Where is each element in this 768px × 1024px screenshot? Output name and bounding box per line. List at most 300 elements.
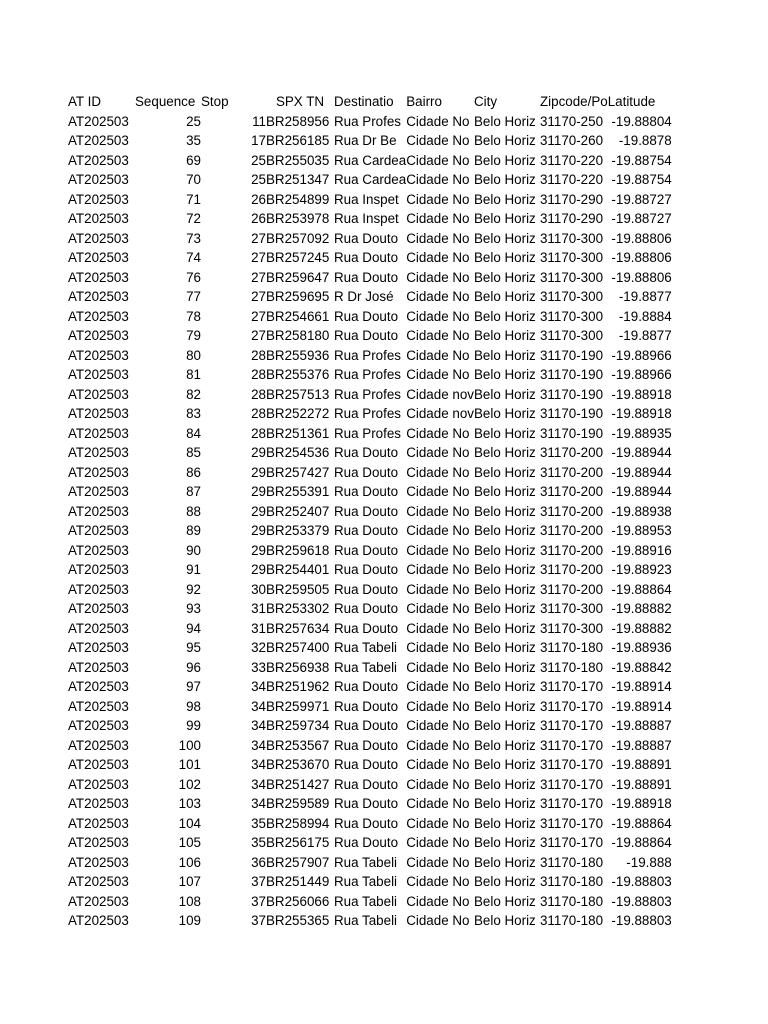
cell-latitude[interactable]: -19.8877 — [618, 328, 672, 343]
cell-zipcode[interactable]: 31170-200 — [539, 445, 604, 460]
cell-city[interactable]: Belo Horiz — [473, 347, 536, 363]
cell-at-id[interactable]: AT202503 — [68, 854, 129, 870]
cell-stop[interactable]: 27 — [251, 230, 266, 246]
cell-city[interactable]: Belo Horiz — [473, 776, 536, 792]
cell-at-id[interactable]: AT202503 — [68, 620, 129, 636]
cell-stop[interactable]: 28 — [251, 347, 266, 363]
cell-destination[interactable]: Rua Douto — [334, 835, 399, 850]
cell-sequence[interactable]: 77 — [186, 289, 201, 304]
cell-stop[interactable]: 26 — [251, 211, 266, 226]
cell-latitude[interactable]: -19.88754 — [611, 152, 672, 168]
header-spx-tn[interactable]: SPX TN — [275, 94, 325, 109]
cell-bairro[interactable]: Cidade No — [406, 835, 470, 850]
cell-city[interactable]: Belo Horiz — [473, 503, 536, 519]
cell-latitude[interactable]: -19.88864 — [611, 835, 672, 850]
cell-city[interactable]: Belo Horiz — [473, 445, 536, 460]
cell-spx-tn[interactable]: BR259734 — [266, 718, 330, 733]
cell-destination[interactable]: Rua Douto — [334, 815, 399, 831]
cell-zipcode[interactable]: 31170-300 — [539, 328, 604, 343]
cell-zipcode[interactable]: 31170-180 — [539, 640, 604, 655]
cell-stop[interactable]: 34 — [251, 757, 266, 772]
cell-sequence[interactable]: 96 — [186, 659, 201, 675]
header-sequence[interactable]: Sequence — [135, 94, 196, 109]
cell-destination[interactable]: Rua Inspet — [334, 211, 399, 226]
cell-stop[interactable]: 35 — [251, 835, 266, 850]
cell-at-id[interactable]: AT202503 — [68, 796, 129, 811]
cell-at-id[interactable]: AT202503 — [68, 289, 129, 304]
cell-zipcode[interactable]: 31170-200 — [539, 562, 604, 577]
cell-at-id[interactable]: AT202503 — [68, 503, 129, 519]
cell-spx-tn[interactable]: BR251361 — [266, 425, 330, 441]
cell-latitude[interactable]: -19.88887 — [611, 718, 672, 733]
cell-bairro[interactable]: Cidade No — [406, 523, 470, 538]
cell-bairro[interactable]: Cidade No — [406, 581, 470, 597]
cell-stop[interactable]: 11 — [252, 113, 266, 129]
header-at-id[interactable]: AT ID — [68, 94, 101, 109]
cell-sequence[interactable]: 93 — [186, 601, 201, 616]
cell-stop[interactable]: 27 — [251, 289, 266, 304]
cell-spx-tn[interactable]: BR251962 — [266, 679, 330, 694]
cell-sequence[interactable]: 86 — [186, 464, 201, 480]
cell-at-id[interactable]: AT202503 — [68, 113, 129, 129]
cell-latitude[interactable]: -19.88918 — [611, 406, 672, 421]
cell-latitude[interactable]: -19.88923 — [611, 562, 672, 577]
cell-latitude[interactable]: -19.88914 — [611, 698, 672, 714]
cell-zipcode[interactable]: 31170-180 — [539, 874, 604, 889]
cell-spx-tn[interactable]: BR253567 — [266, 737, 330, 753]
cell-spx-tn[interactable]: BR257245 — [266, 250, 330, 265]
cell-bairro[interactable]: Cidade No — [406, 815, 470, 831]
cell-latitude[interactable]: -19.888 — [626, 854, 672, 870]
cell-at-id[interactable]: AT202503 — [68, 308, 129, 324]
cell-latitude[interactable]: -19.88882 — [611, 601, 672, 616]
cell-zipcode[interactable]: 31170-170 — [539, 776, 604, 792]
cell-city[interactable]: Belo Horiz — [473, 152, 536, 168]
cell-stop[interactable]: 27 — [251, 250, 266, 265]
cell-sequence[interactable]: 90 — [186, 542, 201, 558]
cell-spx-tn[interactable]: BR256185 — [266, 133, 330, 148]
cell-latitude[interactable]: -19.88918 — [611, 386, 672, 402]
cell-stop[interactable]: 29 — [251, 562, 266, 577]
cell-at-id[interactable]: AT202503 — [68, 581, 129, 597]
cell-city[interactable]: Belo Horiz — [473, 250, 536, 265]
cell-zipcode[interactable]: 31170-190 — [539, 406, 604, 421]
cell-at-id[interactable]: AT202503 — [68, 776, 129, 792]
cell-zipcode[interactable]: 31170-200 — [539, 503, 604, 519]
cell-sequence[interactable]: 102 — [178, 776, 201, 792]
cell-spx-tn[interactable]: BR257907 — [266, 854, 330, 870]
cell-stop[interactable]: 34 — [251, 776, 266, 792]
cell-latitude[interactable]: -19.88944 — [611, 484, 672, 499]
cell-city[interactable]: Belo Horiz — [473, 620, 536, 636]
cell-destination[interactable]: Rua Profes — [334, 425, 401, 441]
cell-sequence[interactable]: 100 — [178, 737, 201, 753]
cell-destination[interactable]: Rua Douto — [334, 698, 399, 714]
cell-city[interactable]: Belo Horiz — [473, 757, 536, 772]
header-destination[interactable]: Destinatio — [334, 94, 394, 109]
cell-destination[interactable]: Rua Cardea — [334, 152, 407, 168]
cell-bairro[interactable]: Cidade No — [406, 659, 470, 675]
cell-destination[interactable]: Rua Douto — [334, 269, 399, 285]
cell-at-id[interactable]: AT202503 — [68, 640, 129, 655]
cell-destination[interactable]: Rua Douto — [334, 776, 399, 792]
cell-destination[interactable]: Rua Tabeli — [334, 640, 398, 655]
cell-destination[interactable]: Rua Douto — [334, 737, 399, 753]
cell-spx-tn[interactable]: BR256938 — [266, 659, 330, 675]
cell-bairro[interactable]: Cidade No — [406, 679, 470, 694]
cell-stop[interactable]: 25 — [251, 152, 266, 168]
cell-zipcode[interactable]: 31170-300 — [539, 269, 604, 285]
cell-stop[interactable]: 35 — [251, 815, 266, 831]
cell-city[interactable]: Belo Horiz — [473, 211, 536, 226]
cell-sequence[interactable]: 79 — [186, 328, 201, 343]
cell-spx-tn[interactable]: BR257092 — [266, 230, 330, 246]
cell-sequence[interactable]: 76 — [186, 269, 201, 285]
cell-bairro[interactable]: Cidade No — [406, 776, 470, 792]
cell-sequence[interactable]: 98 — [186, 698, 201, 714]
cell-bairro[interactable]: Cidade No — [406, 913, 470, 928]
cell-city[interactable]: Belo Horiz — [473, 659, 536, 675]
cell-stop[interactable]: 26 — [251, 191, 266, 207]
header-bairro[interactable]: Bairro — [406, 94, 442, 109]
cell-spx-tn[interactable]: BR259505 — [266, 581, 330, 597]
cell-bairro[interactable]: Cidade No — [406, 445, 470, 460]
cell-bairro[interactable]: Cidade No — [406, 289, 470, 304]
cell-zipcode[interactable]: 31170-200 — [539, 581, 604, 597]
cell-latitude[interactable]: -19.88727 — [611, 191, 672, 207]
cell-sequence[interactable]: 87 — [186, 484, 201, 499]
cell-bairro[interactable]: Cidade No — [406, 230, 470, 246]
cell-destination[interactable]: Rua Dr Be — [334, 133, 397, 148]
cell-at-id[interactable]: AT202503 — [68, 191, 129, 207]
cell-sequence[interactable]: 107 — [178, 874, 201, 889]
cell-destination[interactable]: Rua Douto — [334, 757, 399, 772]
cell-zipcode[interactable]: 31170-300 — [539, 230, 604, 246]
cell-stop[interactable]: 29 — [251, 445, 266, 460]
cell-destination[interactable]: Rua Inspet — [334, 191, 399, 207]
cell-sequence[interactable]: 101 — [178, 757, 201, 772]
cell-spx-tn[interactable]: BR253670 — [266, 757, 330, 772]
cell-spx-tn[interactable]: BR259589 — [266, 796, 330, 811]
header-city[interactable]: City — [473, 94, 498, 109]
cell-zipcode[interactable]: 31170-170 — [539, 679, 604, 694]
cell-spx-tn[interactable]: BR254401 — [266, 562, 330, 577]
cell-city[interactable]: Belo Horiz — [473, 893, 536, 909]
cell-bairro[interactable]: Cidade No — [406, 269, 470, 285]
cell-stop[interactable]: 32 — [251, 640, 266, 655]
cell-zipcode[interactable]: 31170-170 — [539, 815, 604, 831]
cell-sequence[interactable]: 85 — [186, 445, 201, 460]
cell-spx-tn[interactable]: BR257400 — [266, 640, 330, 655]
cell-bairro[interactable]: Cidade No — [406, 601, 470, 616]
cell-city[interactable]: Belo Horiz — [473, 581, 536, 597]
cell-spx-tn[interactable]: BR257634 — [266, 620, 330, 636]
cell-spx-tn[interactable]: BR253302 — [266, 601, 330, 616]
cell-sequence[interactable]: 84 — [186, 425, 201, 441]
cell-destination[interactable]: Rua Douto — [334, 620, 399, 636]
cell-bairro[interactable]: Cidade No — [406, 503, 470, 519]
cell-spx-tn[interactable]: BR259618 — [266, 542, 330, 558]
cell-stop[interactable]: 31 — [251, 620, 266, 636]
cell-zipcode[interactable]: 31170-300 — [539, 308, 604, 324]
cell-spx-tn[interactable]: BR259971 — [266, 698, 330, 714]
cell-stop[interactable]: 28 — [251, 406, 266, 421]
cell-bairro[interactable]: Cidade No — [406, 308, 470, 324]
cell-bairro[interactable]: Cidade No — [406, 250, 470, 265]
cell-spx-tn[interactable]: BR253978 — [266, 211, 330, 226]
cell-latitude[interactable]: -19.88864 — [611, 581, 672, 597]
cell-sequence[interactable]: 25 — [186, 113, 201, 129]
header-stop[interactable]: Stop — [201, 94, 229, 109]
cell-latitude[interactable]: -19.88966 — [611, 347, 672, 363]
cell-destination[interactable]: Rua Douto — [334, 308, 399, 324]
cell-at-id[interactable]: AT202503 — [68, 893, 129, 909]
cell-stop[interactable]: 36 — [251, 854, 266, 870]
cell-city[interactable]: Belo Horiz — [473, 854, 536, 870]
cell-stop[interactable]: 29 — [251, 503, 266, 519]
cell-sequence[interactable]: 35 — [186, 133, 201, 148]
cell-destination[interactable]: Rua Tabeli — [334, 893, 398, 909]
cell-at-id[interactable]: AT202503 — [68, 328, 129, 343]
cell-spx-tn[interactable]: BR252407 — [266, 503, 330, 519]
cell-sequence[interactable]: 88 — [186, 503, 201, 519]
cell-zipcode[interactable]: 31170-170 — [539, 835, 604, 850]
cell-bairro[interactable]: Cidade No — [406, 347, 470, 363]
cell-bairro[interactable]: Cidade No — [406, 640, 470, 655]
cell-spx-tn[interactable]: BR255391 — [266, 484, 330, 499]
cell-latitude[interactable]: -19.88803 — [611, 874, 672, 889]
cell-stop[interactable]: 25 — [251, 172, 266, 187]
cell-bairro[interactable]: Cidade No — [406, 367, 470, 382]
cell-at-id[interactable]: AT202503 — [68, 601, 129, 616]
cell-bairro[interactable]: Cidade No — [406, 893, 470, 909]
cell-zipcode[interactable]: 31170-170 — [539, 698, 604, 714]
cell-spx-tn[interactable]: BR255936 — [266, 347, 330, 363]
cell-stop[interactable]: 28 — [251, 386, 266, 402]
cell-city[interactable]: Belo Horiz — [473, 191, 536, 207]
cell-destination[interactable]: R Dr José — [334, 289, 394, 304]
cell-at-id[interactable]: AT202503 — [68, 659, 129, 675]
cell-bairro[interactable]: Cidade No — [406, 464, 470, 480]
cell-zipcode[interactable]: 31170-190 — [539, 367, 604, 382]
cell-destination[interactable]: Rua Douto — [334, 601, 399, 616]
cell-at-id[interactable]: AT202503 — [68, 835, 129, 850]
cell-sequence[interactable]: 91 — [186, 562, 201, 577]
cell-bairro[interactable]: Cidade No — [406, 211, 470, 226]
cell-latitude[interactable]: -19.88935 — [611, 425, 672, 441]
cell-latitude[interactable]: -19.88882 — [611, 620, 672, 636]
cell-stop[interactable]: 28 — [251, 367, 266, 382]
cell-destination[interactable]: Rua Douto — [334, 250, 399, 265]
cell-city[interactable]: Belo Horiz — [473, 269, 536, 285]
cell-destination[interactable]: Rua Douto — [334, 562, 399, 577]
cell-sequence[interactable]: 80 — [186, 347, 201, 363]
cell-bairro[interactable]: Cidade No — [406, 484, 470, 499]
cell-stop[interactable]: 34 — [251, 698, 266, 714]
cell-at-id[interactable]: AT202503 — [68, 152, 129, 168]
cell-zipcode[interactable]: 31170-180 — [539, 659, 604, 675]
cell-zipcode[interactable]: 31170-190 — [539, 425, 604, 441]
cell-at-id[interactable]: AT202503 — [68, 523, 129, 538]
cell-at-id[interactable]: AT202503 — [68, 367, 129, 382]
cell-destination[interactable]: Rua Douto — [334, 484, 399, 499]
cell-city[interactable]: Belo Horiz — [473, 464, 536, 480]
cell-zipcode[interactable]: 31170-180 — [539, 913, 604, 928]
cell-city[interactable]: Belo Horiz — [473, 406, 536, 421]
cell-city[interactable]: Belo Horiz — [473, 484, 536, 499]
cell-spx-tn[interactable]: BR258994 — [266, 815, 330, 831]
cell-at-id[interactable]: AT202503 — [68, 698, 129, 714]
cell-sequence[interactable]: 70 — [186, 172, 201, 187]
cell-city[interactable]: Belo Horiz — [473, 289, 536, 304]
cell-sequence[interactable]: 92 — [186, 581, 201, 597]
cell-stop[interactable]: 29 — [251, 523, 266, 538]
cell-city[interactable]: Belo Horiz — [473, 601, 536, 616]
cell-sequence[interactable]: 78 — [186, 308, 201, 324]
cell-latitude[interactable]: -19.88966 — [611, 367, 672, 382]
cell-sequence[interactable]: 72 — [186, 211, 201, 226]
cell-stop[interactable]: 34 — [251, 796, 266, 811]
cell-at-id[interactable]: AT202503 — [68, 386, 129, 402]
cell-city[interactable]: Belo Horiz — [473, 679, 536, 694]
cell-at-id[interactable]: AT202503 — [68, 347, 129, 363]
cell-spx-tn[interactable]: BR251449 — [266, 874, 330, 889]
cell-spx-tn[interactable]: BR259647 — [266, 269, 330, 285]
cell-sequence[interactable]: 108 — [178, 893, 201, 909]
cell-destination[interactable]: Rua Profes — [334, 113, 401, 129]
cell-latitude[interactable]: -19.88804 — [611, 113, 672, 129]
cell-destination[interactable]: Rua Tabeli — [334, 874, 398, 889]
cell-at-id[interactable]: AT202503 — [68, 211, 129, 226]
cell-zipcode[interactable]: 31170-190 — [539, 347, 604, 363]
cell-at-id[interactable]: AT202503 — [68, 562, 129, 577]
cell-latitude[interactable]: -19.88803 — [611, 913, 672, 928]
cell-destination[interactable]: Rua Douto — [334, 230, 399, 246]
cell-bairro[interactable]: Cidade No — [406, 133, 470, 148]
cell-sequence[interactable]: 83 — [186, 406, 201, 421]
cell-spx-tn[interactable]: BR254899 — [266, 191, 330, 207]
cell-city[interactable]: Belo Horiz — [473, 718, 536, 733]
cell-stop[interactable]: 27 — [251, 308, 266, 324]
cell-destination[interactable]: Rua Douto — [334, 796, 399, 811]
cell-destination[interactable]: Rua Tabeli — [334, 854, 398, 870]
cell-at-id[interactable]: AT202503 — [68, 737, 129, 753]
cell-spx-tn[interactable]: BR251347 — [266, 172, 330, 187]
cell-city[interactable]: Belo Horiz — [473, 874, 536, 889]
cell-zipcode[interactable]: 31170-200 — [539, 464, 604, 480]
cell-city[interactable]: Belo Horiz — [473, 230, 536, 246]
header-latitude[interactable]: Latitude — [607, 94, 656, 109]
cell-bairro[interactable]: Cidade No — [406, 542, 470, 558]
cell-stop[interactable]: 33 — [251, 659, 266, 675]
cell-bairro[interactable]: Cidade No — [406, 874, 470, 889]
cell-spx-tn[interactable]: BR251427 — [266, 776, 330, 792]
cell-latitude[interactable]: -19.88803 — [611, 893, 672, 909]
cell-spx-tn[interactable]: BR257427 — [266, 464, 330, 480]
cell-destination[interactable]: Rua Tabeli — [334, 659, 398, 675]
cell-stop[interactable]: 17 — [251, 133, 266, 148]
cell-sequence[interactable]: 71 — [186, 191, 201, 207]
cell-zipcode[interactable]: 31170-300 — [539, 620, 604, 636]
cell-city[interactable]: Belo Horiz — [473, 796, 536, 811]
cell-zipcode[interactable]: 31170-200 — [539, 523, 604, 538]
cell-zipcode[interactable]: 31170-170 — [539, 757, 604, 772]
cell-sequence[interactable]: 103 — [178, 796, 201, 811]
cell-latitude[interactable]: -19.88944 — [611, 464, 672, 480]
cell-bairro[interactable]: Cidade No — [406, 854, 470, 870]
cell-latitude[interactable]: -19.88916 — [611, 542, 672, 558]
cell-latitude[interactable]: -19.8878 — [618, 133, 672, 148]
cell-latitude[interactable]: -19.88806 — [611, 269, 672, 285]
cell-bairro[interactable]: Cidade No — [406, 172, 470, 187]
cell-stop[interactable]: 29 — [251, 542, 266, 558]
cell-at-id[interactable]: AT202503 — [68, 406, 129, 421]
cell-zipcode[interactable]: 31170-170 — [539, 796, 604, 811]
cell-city[interactable]: Belo Horiz — [473, 562, 536, 577]
cell-at-id[interactable]: AT202503 — [68, 133, 129, 148]
cell-stop[interactable]: 31 — [251, 601, 266, 616]
cell-destination[interactable]: Rua Profes — [334, 347, 401, 363]
cell-zipcode[interactable]: 31170-220 — [539, 152, 604, 168]
cell-at-id[interactable]: AT202503 — [68, 913, 129, 928]
cell-latitude[interactable]: -19.88891 — [611, 757, 672, 772]
cell-at-id[interactable]: AT202503 — [68, 757, 129, 772]
cell-latitude[interactable]: -19.88806 — [611, 250, 672, 265]
cell-spx-tn[interactable]: BR259695 — [266, 289, 330, 304]
cell-sequence[interactable]: 104 — [178, 815, 201, 831]
cell-city[interactable]: Belo Horiz — [473, 113, 536, 129]
cell-bairro[interactable]: Cidade No — [406, 152, 470, 168]
cell-sequence[interactable]: 69 — [186, 152, 201, 168]
cell-zipcode[interactable]: 31170-290 — [539, 211, 604, 226]
cell-stop[interactable]: 34 — [251, 718, 266, 733]
cell-latitude[interactable]: -19.8877 — [618, 289, 672, 304]
cell-bairro[interactable]: Cidade No — [406, 757, 470, 772]
cell-latitude[interactable]: -19.8884 — [618, 308, 672, 324]
cell-city[interactable]: Belo Horiz — [473, 913, 536, 928]
cell-latitude[interactable]: -19.88891 — [611, 776, 672, 792]
cell-spx-tn[interactable]: BR254661 — [266, 308, 330, 324]
cell-sequence[interactable]: 73 — [186, 230, 201, 246]
cell-spx-tn[interactable]: BR255365 — [266, 913, 330, 928]
cell-city[interactable]: Belo Horiz — [473, 425, 536, 441]
cell-sequence[interactable]: 94 — [186, 620, 201, 636]
cell-latitude[interactable]: -19.88806 — [611, 230, 672, 246]
cell-at-id[interactable]: AT202503 — [68, 542, 129, 558]
cell-zipcode[interactable]: 31170-300 — [539, 601, 604, 616]
cell-city[interactable]: Belo Horiz — [473, 172, 536, 187]
cell-latitude[interactable]: -19.88864 — [611, 815, 672, 831]
cell-zipcode[interactable]: 31170-260 — [539, 133, 604, 148]
cell-stop[interactable]: 37 — [251, 874, 266, 889]
cell-zipcode[interactable]: 31170-190 — [539, 386, 604, 402]
cell-spx-tn[interactable]: BR258180 — [266, 328, 330, 343]
cell-destination[interactable]: Rua Profes — [334, 367, 401, 382]
cell-stop[interactable]: 29 — [251, 484, 266, 499]
cell-at-id[interactable]: AT202503 — [68, 815, 129, 831]
cell-zipcode[interactable]: 31170-180 — [539, 893, 604, 909]
cell-at-id[interactable]: AT202503 — [68, 269, 129, 285]
cell-at-id[interactable]: AT202503 — [68, 874, 129, 889]
cell-at-id[interactable]: AT202503 — [68, 484, 129, 499]
cell-sequence[interactable]: 74 — [186, 250, 201, 265]
cell-stop[interactable]: 34 — [251, 737, 266, 753]
cell-bairro[interactable]: Cidade No — [406, 425, 470, 441]
cell-bairro[interactable]: Cidade No — [406, 562, 470, 577]
cell-destination[interactable]: Rua Douto — [334, 679, 399, 694]
cell-bairro[interactable]: Cidade No — [406, 191, 470, 207]
cell-bairro[interactable]: Cidade nov — [406, 386, 474, 402]
